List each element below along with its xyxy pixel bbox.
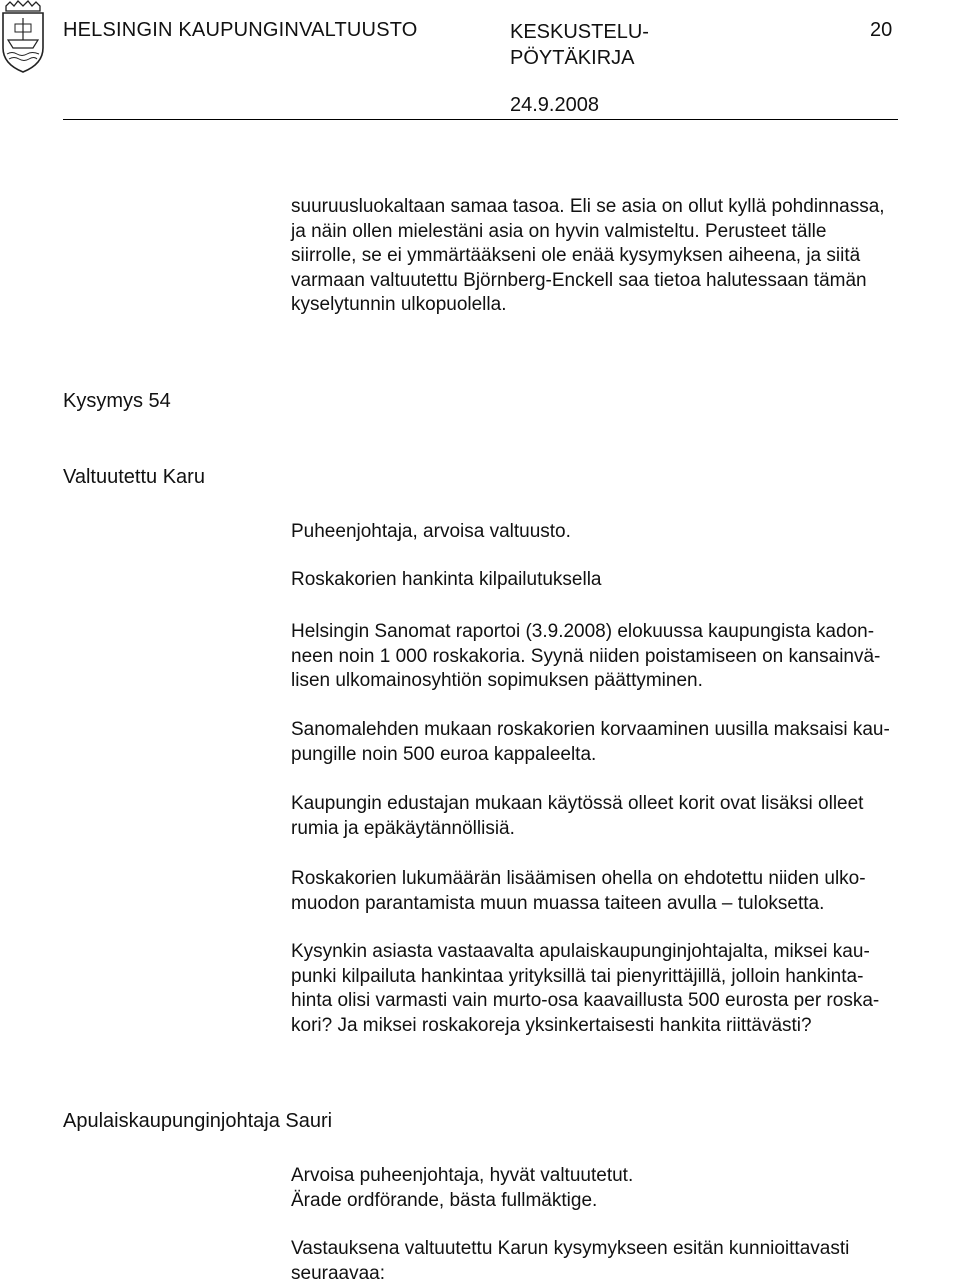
- paragraph: [291, 867, 931, 916]
- text-line: hinta olisi varmasti vain murto-osa kaavaillusta 500 eurosta per roska-: [291, 989, 931, 1014]
- text-line: kyselytunnin ulkopuolella.: [291, 293, 931, 318]
- text-line: lisen ulkomainosyhtiön sopimuksen päättyminen.: [291, 669, 931, 694]
- header-divider: [63, 119, 898, 120]
- speaker-heading: Apulaiskaupunginjohtaja Sauri: [63, 1110, 332, 1133]
- text-line: suuruusluokaltaan samaa tasoa. Eli se asia on ollut kyllä pohdinnassa,: [291, 195, 931, 220]
- subject-line: [291, 568, 931, 593]
- continuation-paragraph: [291, 195, 931, 318]
- header-organization: HELSINGIN KAUPUNGINVALTUUSTO: [63, 19, 418, 42]
- speaker-heading: Valtuutettu Karu: [63, 466, 205, 489]
- paragraph: [291, 940, 931, 1038]
- text-line: Kysynkin asiasta vastaavalta apulaiskaupunginjohtajalta, miksei kau-: [291, 940, 931, 965]
- text-line: pungille noin 500 euroa kappaleelta.: [291, 743, 931, 768]
- text-line: Arvoisa puheenjohtaja, hyvät valtuutetut.: [291, 1164, 931, 1189]
- text-line: muodon parantamista muun muassa taiteen avulla – tuloksetta.: [291, 892, 931, 917]
- text-line: ja näin ollen mielestäni asia on hyvin valmisteltu. Perusteet tälle: [291, 220, 931, 245]
- text-line: Ärade ordförande, bästa fullmäktige.: [291, 1189, 931, 1214]
- helsinki-crest-icon: [0, 0, 46, 74]
- text-line: Vastauksena valtuutettu Karun kysymykseen esitän kunnioittavasti: [291, 1237, 931, 1262]
- text-line: punki kilpailuta hankintaa yrityksillä tai pienyrittäjillä, jolloin hankinta-: [291, 965, 931, 990]
- page-number: 20: [870, 19, 892, 42]
- text-line: neen noin 1 000 roskakoria. Syynä niiden poistamiseen on kansainvä-: [291, 645, 931, 670]
- header-doc-type-line1: KESKUSTELU-: [510, 19, 649, 45]
- text-line: Roskakorien lukumäärän lisäämisen ohella on ehdotettu niiden ulko-: [291, 867, 931, 892]
- question-heading: Kysymys 54: [63, 390, 171, 413]
- paragraph: [291, 1237, 931, 1286]
- greeting-paragraph: [291, 1164, 931, 1213]
- text-line: varmaan valtuutettu Björnberg-Enckell saa tietoa halutessaan tämän: [291, 269, 931, 294]
- header-date: 24.9.2008: [510, 94, 599, 117]
- text-line: Roskakorien hankinta kilpailutuksella: [291, 568, 931, 593]
- text-line: Kaupungin edustajan mukaan käytössä olleet korit ovat lisäksi olleet: [291, 792, 931, 817]
- header-document-type: [510, 19, 649, 71]
- text-line: Puheenjohtaja, arvoisa valtuusto.: [291, 520, 931, 545]
- text-line: Sanomalehden mukaan roskakorien korvaaminen uusilla maksaisi kau-: [291, 718, 931, 743]
- paragraph: [291, 792, 931, 841]
- text-line: seuraavaa:: [291, 1262, 931, 1286]
- text-line: Helsingin Sanomat raportoi (3.9.2008) elokuussa kaupungista kadon-: [291, 620, 931, 645]
- greeting-paragraph: [291, 520, 931, 545]
- text-line: kori? Ja miksei roskakoreja yksinkertaisesti hankita riittävästi?: [291, 1014, 931, 1039]
- header-doc-type-line2: PÖYTÄKIRJA: [510, 45, 649, 71]
- paragraph: [291, 718, 931, 767]
- text-line: rumia ja epäkäytännöllisiä.: [291, 817, 931, 842]
- text-line: siirrolle, se ei ymmärtääkseni ole enää kysymyksen aiheena, ja siitä: [291, 244, 931, 269]
- paragraph: [291, 620, 931, 694]
